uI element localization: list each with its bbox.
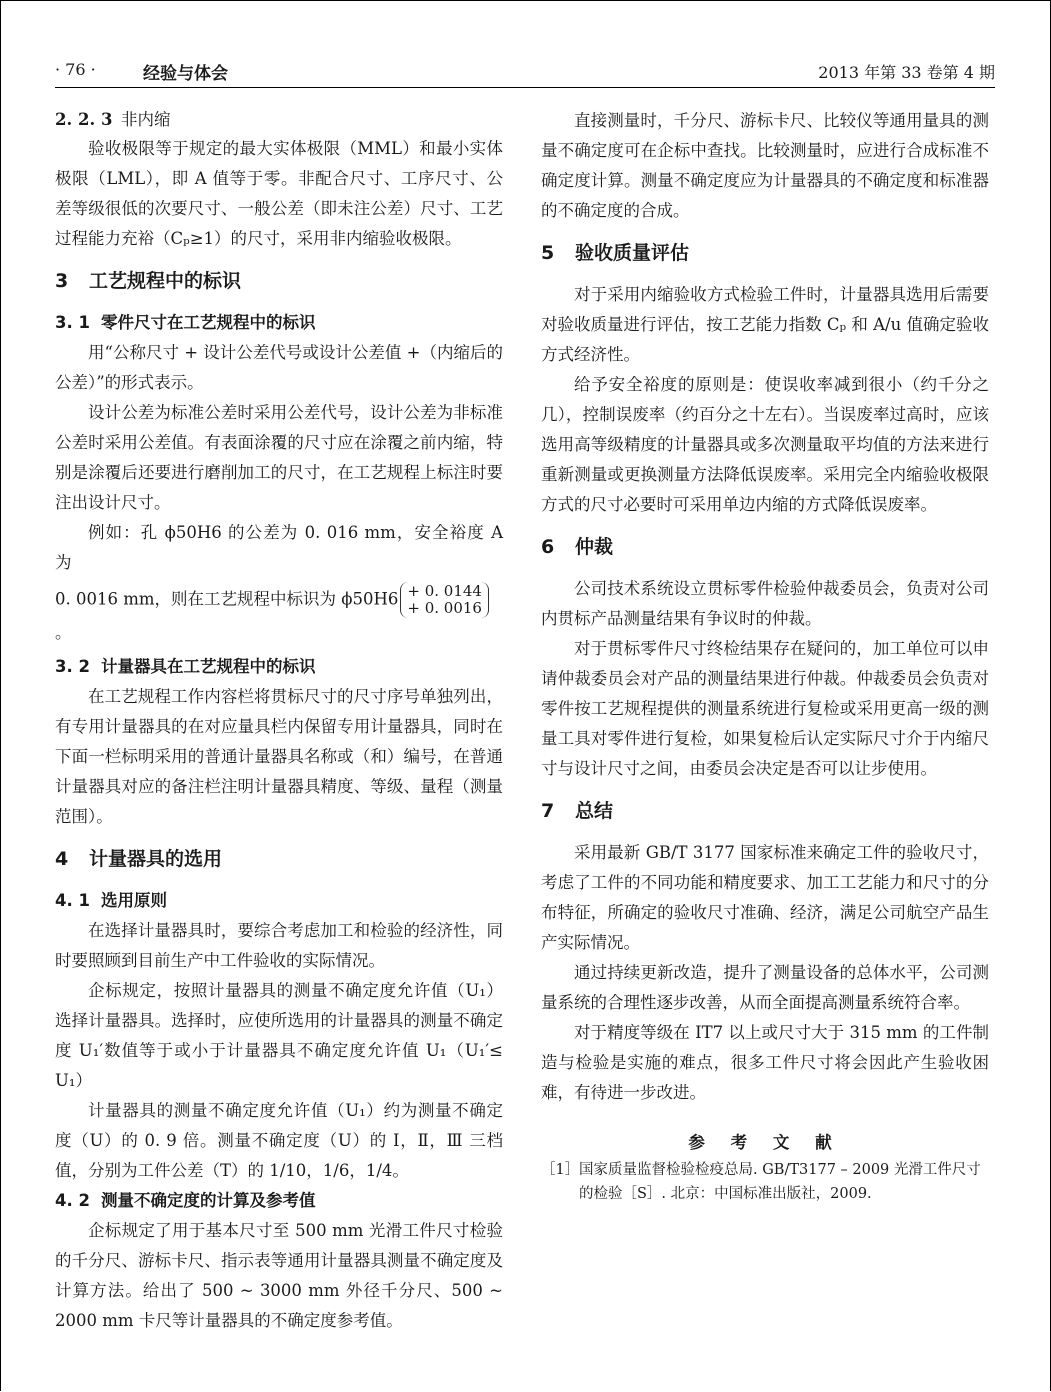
lower-deviation: + 0. 0016 (407, 599, 482, 617)
section-4-2-heading (55, 1186, 503, 1216)
section-title: 工艺规程中的标识 (89, 270, 242, 292)
section-title: 计量器具的选用 (89, 848, 223, 870)
section-number: 7 (541, 800, 555, 822)
section-number: 2. 2. 3 (55, 110, 113, 129)
section-4-heading (55, 842, 503, 876)
section-5-heading (541, 236, 989, 270)
paragraph: 设计公差为标准公差时采用公差代号，设计公差为非标准公差时采用公差值。有表面涂覆的尺寸应在涂覆之前内缩，特别是涂覆后还要进行磨削加工的尺寸，在工艺规程上标注时要注出设计尺寸。 (55, 403, 503, 512)
section-number: 4. 1 (55, 891, 90, 910)
paragraph: 企标规定了用于基本尺寸至 500 mm 光滑工件尺寸检验的千分尺、游标卡尺、指示表等通用计量器具测量不确定度及计算方法。给出了 500 ~ 3000 mm 外径千分尺、500 ~ 2000 mm 卡尺等计量器具的不确定度参考值。 (55, 1221, 503, 1330)
section-4-1-heading (55, 886, 503, 916)
section-title: 非内缩 (121, 110, 171, 129)
paragraph: 通过持续更新改造，提升了测量设备的总体水平，公司测量系统的合理性逐步改善，从而全面提高测量系统符合率。 (541, 963, 989, 1012)
paragraph: 在选择计量器具时，要综合考虑加工和检验的经济性，同时要照顾到目前生产中工件验收的实际情况。 (55, 921, 503, 970)
section-title: 计量器具在工艺规程中的标识 (101, 657, 316, 676)
reference-item (541, 1158, 989, 1206)
section-title: 仲裁 (575, 536, 614, 558)
section-number: 3 (55, 270, 69, 292)
section-title: 选用原则 (101, 891, 167, 910)
tolerance-formula (55, 582, 503, 648)
tolerance-bracket (400, 582, 489, 618)
section-2-2-3-heading (55, 106, 503, 134)
section-7-heading (541, 794, 989, 828)
paragraph: 在工艺规程工作内容栏将贯标尺寸的尺寸序号单独列出，有专用计量器具的在对应量具栏内保留专用计量器具，同时在下面一栏标明采用的普通计量器具名称或（和）编号，在普通计量器具对应的备注栏注明计量器具精度、等级、量程（测量范围）。 (55, 687, 503, 826)
upper-deviation: + 0. 0144 (407, 582, 482, 600)
formula-text: 0. 0016 mm，则在工艺规程中标识为 ϕ50H6 (55, 589, 399, 609)
page-number: · 76 · (55, 60, 96, 79)
section-title: 验收质量评估 (575, 242, 690, 264)
references-heading: 参 考 文 献 (688, 1133, 842, 1152)
section-3-heading (55, 264, 503, 298)
journal-section: 经验与体会 (143, 64, 228, 84)
header-rule (55, 87, 995, 88)
right-column (541, 106, 989, 1206)
paragraph: 验收极限等于规定的最大实体极限（MML）和最小实体极限（LML），即 A 值等于零。非配合尺寸、工序尺寸、公差等级很低的次要尺寸、一般公差（即未注公差）尺寸、工艺过程能力充裕（Cₚ≥1）的尺寸，采用非内缩验收极限。 (55, 139, 503, 248)
section-title: 测量不确定度的计算及参考值 (101, 1191, 316, 1210)
paragraph: 公司技术系统设立贯标零件检验仲裁委员会，负责对公司内贯标产品测量结果有争议时的仲裁。 (541, 579, 989, 628)
reference-text: 国家质量监督检验检疫总局. GB/T3177 – 2009 光滑工件尺寸的检验［S］. 北京：中国标准出版社，2009. (579, 1162, 981, 1202)
section-number: 3. 1 (55, 313, 90, 332)
paragraph: 企标规定，按照计量器具的测量不确定度允许值（U₁）选择计量器具。选择时，应使所选用的计量器具的测量不确定度 U₁′数值等于或小于计量器具不确定度允许值 U₁（U₁′≤ U₁） (55, 981, 503, 1090)
formula-end: 。 (55, 623, 72, 642)
paragraph: 用“公称尺寸 + 设计公差代号或设计公差值 +（内缩后的公差）”的形式表示。 (55, 343, 503, 392)
paragraph: 直接测量时，千分尺、游标卡尺、比较仪等通用量具的测量不确定度可在企标中查找。比较测量时，应进行合成标准不确定度计算。测量不确定度应为计量器具的不确定度和标准器的不确定度的合成。 (541, 111, 989, 220)
section-3-1-heading (55, 308, 503, 338)
left-column (55, 106, 503, 1336)
paragraph: 计量器具的测量不确定度允许值（U₁）约为测量不确定度（U）的 0. 9 倍。测量不确定度（U）的 Ⅰ，Ⅱ，Ⅲ 三档值，分别为工件公差（T）的 1/10，1/6，1/4。 (55, 1101, 503, 1180)
section-6-heading (541, 530, 989, 564)
section-number: 3. 2 (55, 657, 90, 676)
section-title: 总结 (575, 800, 614, 822)
issue-info: 2013 年第 33 卷第 4 期 (818, 63, 995, 82)
paragraph: 采用最新 GB/T 3177 国家标准来确定工件的验收尺寸，考虑了工件的不同功能和精度要求、加工工艺能力和尺寸的分布特征，所确定的验收尺寸准确、经济，满足公司航空产品生产实际情况。 (541, 843, 989, 952)
paragraph: 给予安全裕度的原则是：使误收率减到很小（约千分之几），控制误废率（约百分之十左右）。当误废率过高时，应该选用高等级精度的计量器具或多次测量取平均值的方法来进行重新测量或更换测量方法降低误废率。采用完全内缩验收极限方式的尺寸必要时可采用单边内缩的方式降低误废率。 (541, 375, 989, 514)
section-number: 4. 2 (55, 1191, 90, 1210)
paragraph: 对于贯标零件尺寸终检结果存在疑问的，加工单位可以申请仲裁委员会对产品的测量结果进行仲裁。仲裁委员会负责对零件按工艺规程提供的测量系统进行复检或采用更高一级的测量工具对零件进行复检，如果复检后认定实际尺寸介于内缩尺寸与设计尺寸之间，由委员会决定是否可以让步使用。 (541, 639, 989, 778)
section-number: 6 (541, 536, 555, 558)
paragraph: 对于采用内缩验收方式检验工件时，计量器具选用后需要对验收质量进行评估，按工艺能力指数 Cₚ 和 A/u 值确定验收方式经济性。 (541, 285, 989, 364)
running-header (55, 58, 995, 88)
section-3-2-heading (55, 652, 503, 682)
paragraph: 例如：孔 ϕ50H6 的公差为 0. 016 mm，安全裕度 A 为 (55, 523, 503, 572)
paragraph: 对于精度等级在 IT7 以上或尺寸大于 315 mm 的工件制造与检验是实施的难点，很多工件尺寸将会因此产生验收困难，有待进一步改进。 (541, 1023, 989, 1102)
section-number: 5 (541, 242, 555, 264)
reference-number: ［1］ (541, 1162, 580, 1178)
section-title: 零件尺寸在工艺规程中的标识 (101, 313, 316, 332)
section-number: 4 (55, 848, 69, 870)
